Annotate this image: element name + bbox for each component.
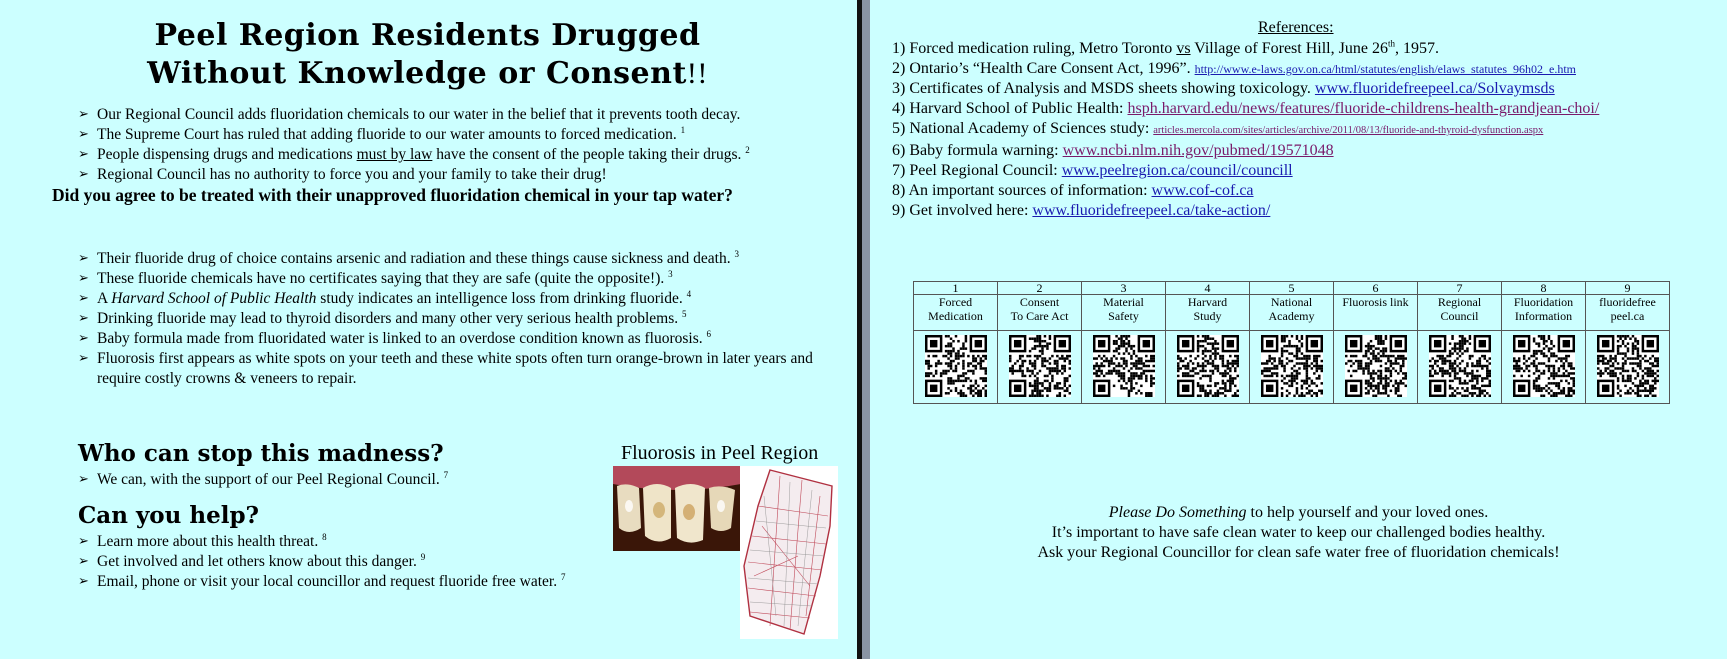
page-title-line1: Peel Region Residents Drugged [154,18,701,53]
qr-label-line2: peel.ca [1610,309,1645,323]
qr-column-label [1586,295,1670,331]
qr-code-icon[interactable] [1009,335,1071,397]
qr-label-line2: To Care Act [1010,309,1069,323]
reference-text: vs [1176,40,1191,57]
footnote-ref: 4 [686,288,692,299]
reference-link[interactable]: www.ncbi.nlm.nih.gov/pubmed/19571048 [1062,142,1334,159]
qr-label-line1: Harvard [1187,295,1228,309]
list-item [78,329,838,349]
help-bullet-list [78,532,566,592]
qr-code-icon[interactable] [1345,335,1407,397]
qr-label-line1: Regional [1437,295,1482,309]
qr-code-icon[interactable] [1177,335,1239,397]
qr-column-label [1082,295,1166,331]
qr-code-icon[interactable] [1429,335,1491,397]
list-item [78,532,566,552]
facts-bullet-list [78,249,838,389]
bullet-emphasis: Harvard School of Public Health [111,290,317,307]
qr-column-label [1418,295,1502,331]
bullet-text: Email, phone or visit your local councillor and request fluoride free water. [97,573,558,590]
reference-sup: th [1387,38,1395,49]
reference-item [892,161,1599,181]
footnote-ref: 3 [734,248,739,259]
qr-column-number: 1 [914,282,998,295]
bullet-text: Fluorosis first appears as white spots on your teeth and these white spots often turn orange-brown in later years and require costly crowns & veneers to repair. [97,350,813,387]
bullet-text: Their fluoride drug of choice contains arsenic and radiation and these things cause sickness and death. [97,250,731,267]
qr-column-label [1334,295,1418,331]
reference-item [892,201,1599,221]
reference-item [892,99,1599,119]
reference-text: Baby formula warning: [909,142,1063,159]
qr-code-icon[interactable] [1513,335,1575,397]
page-title-line2: Without Knowledge or Consent!! [147,56,708,91]
reference-item [892,181,1599,201]
footnote-ref: 9 [420,551,426,562]
list-item [78,165,750,185]
reference-link[interactable]: hsph.harvard.edu/news/features/fluoride-childrens-health-grandjean-choi/ [1127,100,1600,117]
bullet-emphasis: must by law [356,146,433,163]
qr-label-line2: Safety [1108,309,1139,323]
bullet-text: The Supreme Court has ruled that adding fluoride to our water amounts to forced medication. [97,126,677,143]
reference-text: , 1957. [1394,40,1439,57]
peel-region-map [740,466,838,639]
reference-item [892,141,1599,161]
reference-number: 8) [892,182,906,199]
bullet-text: Get involved and let others know about this danger. [97,553,417,570]
list-item [78,289,838,309]
qr-code-icon[interactable] [1597,335,1659,397]
qr-label-line1: Forced [938,295,973,309]
list-item [78,249,838,269]
footnote-ref: 2 [745,144,750,155]
reference-link[interactable]: articles.mercola.com/sites/articles/archive/2011/08/13/fluoride-and-thyroid-dysfunction.aspx [1153,125,1544,136]
reference-item [892,79,1599,99]
intro-bullet-list [78,105,750,185]
footnote-ref: 8 [322,531,327,542]
list-item [78,105,750,125]
qr-label-line2: Medication [928,309,983,323]
reference-text: Harvard School of Public Health: [909,100,1128,117]
qr-label-line1: Consent [1019,295,1060,309]
reference-number: 3) [892,80,906,97]
reference-link[interactable]: www.cof-cof.ca [1151,182,1254,199]
qr-column-label [998,295,1082,331]
qr-column-label [1166,295,1250,331]
reference-number: 7) [892,162,906,179]
reference-link[interactable]: www.peelregion.ca/council/councill [1061,162,1293,179]
qr-column-number: 2 [998,282,1082,295]
reference-number: 1) [892,40,906,57]
bullet-text: Our Regional Council adds fluoridation chemicals to our water in the belief that it prevents tooth decay. [97,106,741,123]
reference-text: Peel Regional Council: [909,162,1062,179]
qr-code-icon[interactable] [925,335,987,397]
fluorosis-teeth-photo [613,466,741,551]
footnote-ref: 7 [561,571,566,582]
qr-code-icon[interactable] [1261,335,1323,397]
reference-link[interactable]: http://www.e-laws.gov.on.ca/html/statutes/english/elaws_statutes_96h02_e.htm [1194,62,1576,76]
footer-line1: Please Do Something to help yourself and your loved ones. [1108,504,1489,521]
qr-code-cell[interactable] [1082,331,1166,404]
qr-label-line1: National [1270,295,1313,309]
qr-label-line2: Academy [1268,309,1315,323]
bullet-text: study indicates an intelligence loss from drinking fluoride. [316,290,683,307]
help-heading: Can you help? [78,502,260,529]
qr-column-number: 9 [1586,282,1670,295]
reference-item [892,59,1599,79]
footnote-ref: 7 [443,469,449,480]
qr-code-cell[interactable] [1418,331,1502,404]
reference-link[interactable]: www.fluoridefreepeel.ca/Solvaymsds [1314,80,1555,97]
left-panel [0,0,855,659]
qr-label-line2: Information [1514,309,1573,323]
reference-text: An important sources of information: [908,182,1152,199]
reference-item [892,39,1599,59]
footer-line3: Ask your Regional Councillor for clean safe water free of fluoridation chemicals! [1037,544,1560,561]
qr-column-number: 8 [1502,282,1586,295]
qr-label-line1: Fluoridation [1513,295,1574,309]
qr-column-label [914,295,998,331]
reference-text: Village of Forest Hill, June 26 [1190,40,1388,57]
list-item [78,470,448,490]
footer-line2: It’s important to have safe clean water to keep our challenged bodies healthy. [1051,524,1546,541]
qr-column-label [1502,295,1586,331]
reference-number: 4) [892,100,906,117]
reference-text: Get involved here: [909,202,1033,219]
qr-code-cell[interactable] [998,331,1082,404]
qr-column-number: 6 [1334,282,1418,295]
references-list [892,39,1599,221]
list-item [78,572,566,592]
list-item [78,125,750,145]
list-item [78,552,566,572]
reference-number: 9) [892,202,906,219]
reference-text: Certificates of Analysis and MSDS sheets showing toxicology. [909,80,1315,97]
list-item [78,269,838,289]
footnote-ref: 6 [706,328,712,339]
qr-column-number: 7 [1418,282,1502,295]
reference-item [892,119,1599,141]
bullet-text: A [97,290,112,307]
footnote-ref: 5 [682,308,687,319]
list-item [78,349,838,389]
list-item [78,145,750,165]
bullet-text: These fluoride chemicals have no certificates saying that they are safe (quite the opposite!). [97,270,665,287]
references-title: References: [1258,19,1334,36]
qr-column-number: 5 [1250,282,1334,295]
qr-label-line2: Council [1440,309,1479,323]
qr-label-line1: Fluorosis link [1342,295,1409,309]
bullet-text: Learn more about this health threat. [97,533,319,550]
qr-label-line2: Study [1193,309,1222,323]
reference-number: 2) [892,60,906,77]
qr-code-cell[interactable] [1250,331,1334,404]
qr-code-cell[interactable] [1334,331,1418,404]
qr-code-icon[interactable] [1093,335,1155,397]
footnote-ref: 1 [680,124,686,135]
stop-heading: Who can stop this madness? [78,440,444,467]
qr-code-cell[interactable] [1502,331,1586,404]
footer-message [870,503,1727,563]
qr-code-cell[interactable] [1586,331,1670,404]
reference-text: Forced medication ruling, Metro Toronto [909,40,1177,57]
qr-label-line1: Material [1103,295,1144,309]
bullet-text: Baby formula made from fluoridated water is linked to an overdose condition known as fluorosis. [97,330,703,347]
bullet-text: have the consent of the people taking their drugs. [432,146,742,163]
qr-code-table [913,281,1670,404]
reference-number: 6) [892,142,906,159]
reference-number: 5) [892,120,906,137]
page-gutter [862,0,870,659]
bullet-text: We can, with the support of our Peel Regional Council. [97,471,440,488]
list-item [78,309,838,329]
reference-text: National Academy of Sciences study: [909,120,1154,137]
reference-link[interactable]: www.fluoridefreepeel.ca/take-action/ [1032,202,1271,219]
qr-column-number: 3 [1082,282,1166,295]
image-caption: Fluorosis in Peel Region [621,442,819,464]
bullet-text: Regional Council has no authority to force you and your family to take their drug! [97,166,607,183]
stop-bullet-list [78,470,448,490]
bullet-text: People dispensing drugs and medications [97,146,357,163]
qr-column-number: 4 [1166,282,1250,295]
qr-code-cell[interactable] [914,331,998,404]
qr-column-label [1250,295,1334,331]
qr-code-cell[interactable] [1166,331,1250,404]
qr-label-line1: fluoridefree [1599,295,1656,309]
footnote-ref: 3 [668,268,673,279]
bullet-text: Drinking fluoride may lead to thyroid disorders and many other very serious health problems. [97,310,679,327]
question-heading: Did you agree to be treated with their unapproved fluoridation chemical in your tap water? [52,185,733,205]
reference-text: Ontario’s “Health Care Consent Act, 1996”. [909,60,1195,77]
